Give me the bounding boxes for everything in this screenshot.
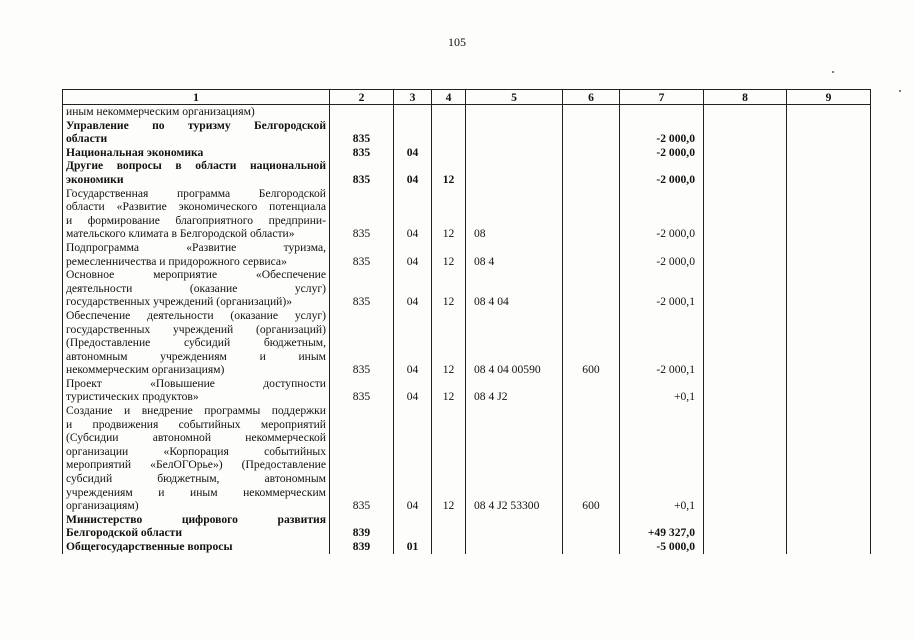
row-name-line: Белгородской области	[66, 526, 183, 540]
row-name-line: Создание и внедрение программы поддержки	[66, 404, 326, 418]
row-name-line: мательского климата в Белгородской области»	[66, 227, 295, 241]
subsection-cell: 12	[432, 187, 466, 241]
row-name-cell	[63, 309, 330, 377]
expense-type-cell	[563, 159, 620, 186]
code-cell: 835	[330, 309, 394, 377]
row-name-line: Государственная программа Белгородской	[66, 186, 326, 200]
row-name-line: Управление по туризму Белгородской	[66, 118, 326, 132]
table-row	[63, 187, 871, 241]
row-name-line: туристических продуктов»	[66, 390, 199, 404]
subsection-cell: 12	[432, 309, 466, 377]
row-name-line: Обеспечение деятельности (оказание услуг)	[66, 308, 326, 322]
section-cell: 04	[394, 377, 432, 404]
column-header-6: 6	[563, 90, 620, 105]
header-row	[63, 90, 871, 105]
section-cell: 04	[394, 146, 432, 160]
table-row	[63, 241, 871, 268]
table-row	[63, 309, 871, 377]
col9-cell	[787, 119, 871, 146]
amount-cell: +0,1	[620, 377, 704, 404]
expense-type-cell	[563, 105, 620, 119]
section-cell: 04	[394, 268, 432, 309]
row-name-line: иным некоммерческим организациям)	[66, 105, 255, 118]
section-cell: 04	[394, 404, 432, 513]
target-article-cell: 08	[466, 187, 563, 241]
column-header-2: 2	[330, 90, 394, 105]
target-article-cell: 08 4 04	[466, 268, 563, 309]
subsection-cell: 12	[432, 241, 466, 268]
expense-type-cell	[563, 187, 620, 241]
col8-cell	[704, 309, 787, 377]
row-name-line: области «Развитие экономического потенциала	[66, 200, 326, 214]
row-name-cell	[63, 146, 330, 160]
column-header-7: 7	[620, 90, 704, 105]
col9-cell	[787, 241, 871, 268]
table-row	[63, 377, 871, 404]
col8-cell	[704, 540, 787, 554]
table-row	[63, 404, 871, 513]
column-header-8: 8	[704, 90, 787, 105]
col9-cell	[787, 187, 871, 241]
col9-cell	[787, 105, 871, 119]
section-cell: 04	[394, 309, 432, 377]
col9-cell	[787, 404, 871, 513]
amount-cell: -2 000,0	[620, 187, 704, 241]
column-header-4: 4	[432, 90, 466, 105]
col8-cell	[704, 377, 787, 404]
table-row	[63, 513, 871, 540]
scan-speck	[832, 71, 834, 73]
col9-cell	[787, 309, 871, 377]
row-name-line: мероприятий «БелОГОрье») (Предоставление	[66, 458, 326, 472]
section-cell	[394, 513, 432, 540]
row-name-line: области	[66, 132, 108, 146]
column-header-1: 1	[63, 90, 330, 105]
row-name-cell	[63, 159, 330, 186]
col8-cell	[704, 241, 787, 268]
target-article-cell: 08 4	[466, 241, 563, 268]
row-name-line: Основное мероприятие «Обеспечение	[66, 268, 326, 282]
col8-cell	[704, 187, 787, 241]
row-name-cell	[63, 540, 330, 554]
row-name-cell	[63, 119, 330, 146]
expense-type-cell	[563, 540, 620, 554]
section-cell: 04	[394, 187, 432, 241]
table-body	[63, 105, 871, 554]
column-header-5: 5	[466, 90, 563, 105]
target-article-cell	[466, 105, 563, 119]
col8-cell	[704, 404, 787, 513]
table-row	[63, 159, 871, 186]
table-row	[63, 119, 871, 146]
page-number: 105	[448, 35, 466, 49]
col8-cell	[704, 513, 787, 540]
amount-cell	[620, 105, 704, 119]
section-cell: 04	[394, 241, 432, 268]
row-name-cell	[63, 377, 330, 404]
row-name-line: Проект «Повышение доступности	[66, 376, 326, 390]
budget-table	[62, 89, 871, 554]
table-row	[63, 146, 871, 160]
target-article-cell	[466, 513, 563, 540]
col8-cell	[704, 119, 787, 146]
code-cell: 835	[330, 377, 394, 404]
section-cell	[394, 105, 432, 119]
col9-cell	[787, 146, 871, 160]
expense-type-cell	[563, 146, 620, 160]
expense-type-cell	[563, 119, 620, 146]
subsection-cell	[432, 105, 466, 119]
amount-cell: -2 000,1	[620, 268, 704, 309]
code-cell: 835	[330, 404, 394, 513]
scan-speck	[899, 90, 901, 92]
target-article-cell	[466, 540, 563, 554]
table-row	[63, 540, 871, 554]
col9-cell	[787, 159, 871, 186]
code-cell	[330, 105, 394, 119]
col8-cell	[704, 146, 787, 160]
row-name-line: и формирование благоприятного предприни-	[66, 213, 326, 227]
row-name-line: субсидий бюджетным, автономным	[66, 472, 326, 486]
subsection-cell	[432, 146, 466, 160]
code-cell: 835	[330, 187, 394, 241]
row-name-line: Национальная экономика	[66, 145, 204, 159]
row-name-line: (Субсидии автономной некоммерческой	[66, 431, 326, 445]
section-cell	[394, 119, 432, 146]
row-name-line: ремесленничества и придорожного сервиса»	[66, 254, 287, 268]
column-header-9: 9	[787, 90, 871, 105]
column-header-3: 3	[394, 90, 432, 105]
row-name-line: государственных учреждений (организаций)	[66, 322, 326, 336]
target-article-cell	[466, 146, 563, 160]
amount-cell: -2 000,0	[620, 241, 704, 268]
row-name-cell	[63, 268, 330, 309]
row-name-line: Общегосударственные вопросы	[66, 540, 233, 553]
col9-cell	[787, 377, 871, 404]
subsection-cell: 12	[432, 377, 466, 404]
row-name-line: государственных учреждений (организаций)»	[66, 295, 293, 309]
code-cell: 835	[330, 146, 394, 160]
expense-type-cell: 600	[563, 309, 620, 377]
row-name-cell	[63, 187, 330, 241]
expense-type-cell	[563, 377, 620, 404]
amount-cell: -2 000,0	[620, 159, 704, 186]
expense-type-cell	[563, 513, 620, 540]
expense-type-cell	[563, 241, 620, 268]
col8-cell	[704, 105, 787, 119]
col9-cell	[787, 540, 871, 554]
row-name-cell	[63, 241, 330, 268]
code-cell: 835	[330, 268, 394, 309]
row-name-line: Подпрограмма «Развитие туризма,	[66, 240, 326, 254]
col9-cell	[787, 268, 871, 309]
row-name-line: и продвижения событийных мероприятий	[66, 417, 326, 431]
row-name-line: организациям)	[66, 499, 139, 513]
row-name-line: некоммерческим организациям)	[66, 363, 225, 377]
code-cell: 839	[330, 540, 394, 554]
row-name-line: (Предоставление субсидий бюджетным,	[66, 336, 326, 350]
row-name-cell	[63, 105, 330, 119]
code-cell: 835	[330, 159, 394, 186]
row-name-line: учреждениям и иным некоммерческим	[66, 485, 326, 499]
row-name-line: деятельности (оказание услуг)	[66, 281, 326, 295]
row-name-line: автономным учреждениям и иным	[66, 349, 326, 363]
amount-cell: -2 000,0	[620, 146, 704, 160]
target-article-cell	[466, 159, 563, 186]
table-row	[63, 268, 871, 309]
amount-cell: +0,1	[620, 404, 704, 513]
section-cell: 04	[394, 159, 432, 186]
col9-cell	[787, 513, 871, 540]
subsection-cell: 12	[432, 159, 466, 186]
col8-cell	[704, 268, 787, 309]
expense-type-cell: 600	[563, 404, 620, 513]
table-row	[63, 105, 871, 119]
col8-cell	[704, 159, 787, 186]
amount-cell: -2 000,0	[620, 119, 704, 146]
code-cell: 839	[330, 513, 394, 540]
target-article-cell: 08 4 04 00590	[466, 309, 563, 377]
row-name-line: экономики	[66, 172, 124, 186]
row-name-cell	[63, 404, 330, 513]
target-article-cell	[466, 119, 563, 146]
target-article-cell: 08 4 J2	[466, 377, 563, 404]
row-name-line: Другие вопросы в области национальной	[66, 159, 326, 173]
code-cell: 835	[330, 241, 394, 268]
code-cell: 835	[330, 119, 394, 146]
target-article-cell: 08 4 J2 53300	[466, 404, 563, 513]
expense-type-cell	[563, 268, 620, 309]
amount-cell: -5 000,0	[620, 540, 704, 554]
subsection-cell	[432, 513, 466, 540]
row-name-cell	[63, 513, 330, 540]
subsection-cell	[432, 119, 466, 146]
row-name-line: Министерство цифрового развития	[66, 512, 326, 526]
row-name-line: организации «Корпорация событийных	[66, 444, 326, 458]
subsection-cell	[432, 540, 466, 554]
amount-cell: +49 327,0	[620, 513, 704, 540]
subsection-cell: 12	[432, 404, 466, 513]
amount-cell: -2 000,1	[620, 309, 704, 377]
subsection-cell: 12	[432, 268, 466, 309]
section-cell: 01	[394, 540, 432, 554]
